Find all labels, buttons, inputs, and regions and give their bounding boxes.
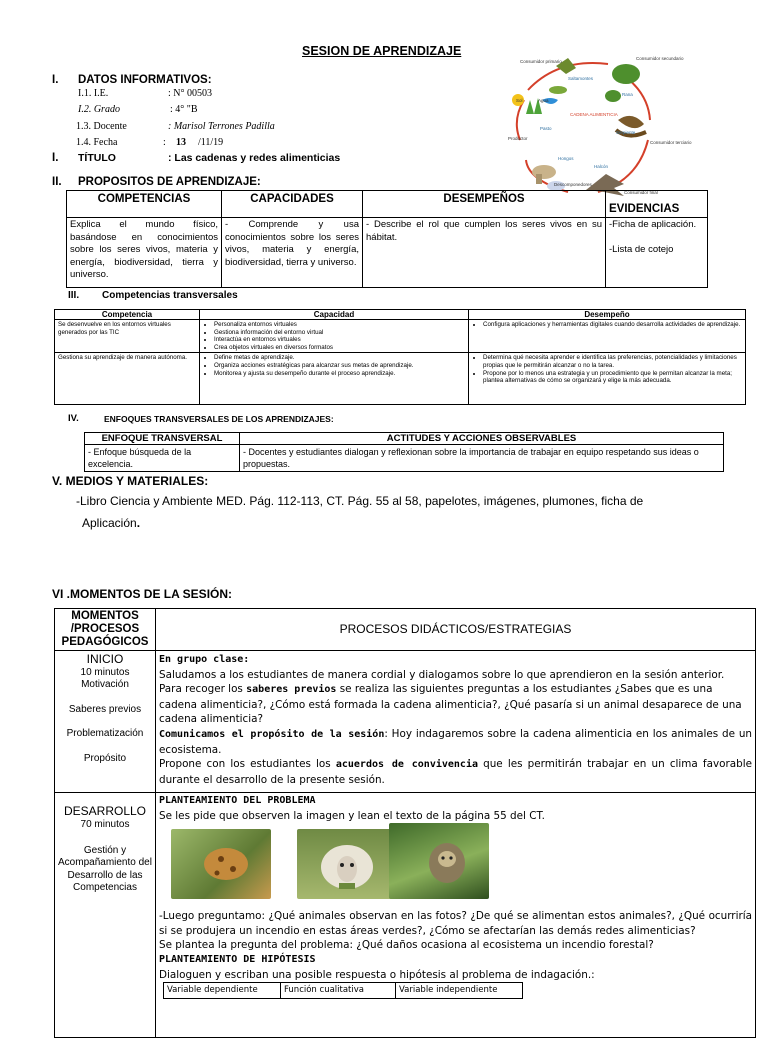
desarrollo-sub: Gestión y Acompañamiento del Desarrollo de las Competencias xyxy=(58,844,152,894)
node-saltamontes: Saltamontes xyxy=(568,76,594,81)
inicio-p3 xyxy=(159,727,752,757)
giraffe-icon xyxy=(171,829,271,899)
inicio-grupo: En grupo clase xyxy=(159,654,244,665)
fecha-day: 13 xyxy=(176,137,186,148)
inicio-p3-b: : Hoy indagaremos sobre la cadena alimenticia en los animales de un ecosistema. xyxy=(159,727,752,756)
t-row2-cap-2: • Organiza acciones estratégicas para alcanzar sus metas de aprendizaje. xyxy=(214,362,465,370)
propositos-heading: PROPOSITOS DE APRENDIZAJE: xyxy=(78,176,261,188)
header-capacidades: CAPACIDADES xyxy=(222,191,363,218)
t-row2-competencia: Gestiona su aprendizaje de manera autónoma. xyxy=(55,353,200,405)
momentos-table xyxy=(54,608,756,1038)
node-productor: Productor xyxy=(508,136,528,141)
medios-line2-end: . xyxy=(136,516,141,530)
capacidad-cell: - Comprende y usa conocimientos sobre los seres vivos, materia y energía, biodiversidad, tierra y universo. xyxy=(222,218,363,288)
t-header-competencia: Competencia xyxy=(55,310,200,320)
desarrollo-questions: -Luego preguntamo: ¿Qué animales observan en las fotos? ¿De qué se alimentan estos animales?, ¿Qué ocurriría si se produjera un incendio en estas áreas verdes?, ¿Cómo se afectarían las demás redes alimenticias? xyxy=(159,910,752,937)
t-row2-desempenos xyxy=(469,353,746,405)
propositos-table xyxy=(66,190,708,288)
hip-title: PLANTEAMIENTO DE HIPÓTESIS xyxy=(159,953,316,965)
fecha-label: 1.4. Fecha xyxy=(76,137,118,148)
docente-value: : Marisol Terrones Padilla xyxy=(168,121,275,132)
inicio-saberes: Saberes previos xyxy=(68,703,142,715)
desarrollo-pregunta: Se plantea la pregunta del problema: ¿Qué daños ocasiona al ecosistema un incendio forestal? xyxy=(159,939,654,952)
t-row2-cap-3: • Monitorea y ajusta su desempeño durante el proceso aprendizaje. xyxy=(214,370,465,378)
titulo-section: I. xyxy=(52,152,59,164)
e-actitud-cell: - Docentes y estudiantes dialogan y reflexionan sobre la importancia de trabajar en equipo respetando sus ideas o propuestas. xyxy=(240,445,724,472)
fecha-colon: : xyxy=(163,137,166,148)
node-pasto: Pasto xyxy=(540,126,552,131)
t-row1-cap-4: • Crea objetos virtuales en diversos formatos xyxy=(214,344,465,352)
datos-heading: DATOS INFORMATIVOS: xyxy=(78,74,212,86)
sloth-photo xyxy=(389,823,489,899)
t-row2-cap-1: • Define metas de aprendizaje. xyxy=(214,354,465,362)
grado-label: I.2. Grado xyxy=(78,104,120,115)
grasshopper-small-icon xyxy=(549,86,567,94)
grado-value: : 4° "B xyxy=(170,104,198,115)
node-consumidor-final: Consumidor final xyxy=(624,190,658,195)
frog-small-icon xyxy=(605,90,621,102)
ie-value: : N° 00503 xyxy=(168,88,212,99)
arrow-5 xyxy=(517,100,524,140)
header-desempenos: DESEMPEÑOS xyxy=(363,191,606,218)
evidencias-cell xyxy=(606,218,708,288)
sheep-photo xyxy=(297,829,395,899)
var-dependiente: Variable dependiente xyxy=(164,983,281,999)
medios-line1: -Libro Ciencia y Ambiente MED. Pág. 112-113, CT. Pág. 55 al 58, papelotes, imágenes, plumones, ficha de xyxy=(76,494,644,508)
e-enfoque-cell: - Enfoque búsqueda de la excelencia. xyxy=(85,445,240,472)
t-row2-des-2: • Propone por lo menos una estrategia y un procedimiento que le permitan alcanzar la meta; plantea alternativas de cómo se organizará y elige la más adecuada. xyxy=(483,370,742,385)
inicio-p4 xyxy=(159,757,752,787)
inicio-p2-b: saberes previos xyxy=(246,684,337,696)
e-header-actitudes: ACTITUDES Y ACCIONES OBSERVABLES xyxy=(240,433,724,445)
inicio-p4-b: acuerdos de convivencia xyxy=(335,759,478,771)
titulo-value: : Las cadenas y redes alimenticias xyxy=(168,152,341,164)
inicio-time: 10 minutos xyxy=(80,666,130,678)
sloth-icon xyxy=(389,823,489,899)
t-header-capacidad: Capacidad xyxy=(200,310,469,320)
docente-label: 1.3. Docente xyxy=(76,121,127,132)
photos-row xyxy=(159,823,752,903)
desempeno-cell: - Describe el rol que cumplen los seres vivos en su hábitat. xyxy=(363,218,606,288)
t-row2-capacidades xyxy=(200,353,469,405)
enfoques-heading: ENFOQUES TRANSVERSALES DE LOS APRENDIZAJES: xyxy=(104,414,334,424)
titulo-label: TÍTULO xyxy=(78,152,116,164)
t-row1-competencia: Se desenvuelve en los entornos virtuales generados por las TIC xyxy=(55,320,200,353)
momentos-heading: VI .MOMENTOS DE LA SESIÓN: xyxy=(52,587,233,601)
t-row1-desempenos xyxy=(469,320,746,353)
inicio-title: INICIO xyxy=(86,652,124,666)
sheep-icon xyxy=(297,829,395,899)
inicio-problematizacion: Problematización xyxy=(66,728,144,740)
t-row1-des-1: • Configura aplicaciones y herramientas digitales cuando desarrolla actividades de aprendizaje. xyxy=(483,321,742,329)
food-chain-diagram xyxy=(498,50,692,202)
header-competencias: COMPETENCIAS xyxy=(67,191,222,218)
node-halcon: Halcón xyxy=(594,164,609,169)
var-independiente: Variable independiente xyxy=(396,983,523,999)
desarrollo-title: DESARROLLO xyxy=(63,804,147,818)
evidencia-1: -Ficha de aplicación. xyxy=(609,219,697,230)
inicio-p2-a: Para recoger los xyxy=(159,683,247,696)
section-number: I. xyxy=(52,74,59,86)
m-header-procesos: PROCESOS DIDÁCTICOS/ESTRATEGIAS xyxy=(156,609,756,651)
plan-text: Se les pide que observen la imagen y lean el texto de la página 55 del CT. xyxy=(159,809,545,822)
mushroom-icon xyxy=(532,165,556,179)
t-row1-cap-1: • Personaliza entornos virtuales xyxy=(214,321,465,329)
var-funcion: Función cualitativa xyxy=(281,983,396,999)
mushroom-stem-icon xyxy=(536,174,542,184)
enfoques-number: IV. xyxy=(68,413,79,424)
t-row2-des-1: • Determina qué necesita aprender e identifica las preferencias, potencialidades y limitaciones propias que le permitirán alcanzar o no la tarea. xyxy=(483,354,742,369)
inicio-motivacion: Motivación xyxy=(81,678,129,690)
enfoques-table xyxy=(84,432,724,472)
desarrollo-time: 70 minutos xyxy=(80,818,130,830)
transversales-heading: Competencias transversales xyxy=(102,290,238,301)
inicio-p2-c: se realiza las siguientes preguntas a los estudiantes ¿Sabes que es una cadena alimenticia?, ¿Cómo está formada la cadena alimenticia?, ¿Qué pasaría si un animal desaparece de una cadena alimenticia? xyxy=(159,683,742,726)
node-hongos: Hongos xyxy=(558,156,574,161)
node-consumidor-secundario: Consumidor secundario xyxy=(636,56,684,61)
t-header-desempeno: Desempeño xyxy=(469,310,746,320)
e-header-enfoque: ENFOQUE TRANSVERSAL xyxy=(85,433,240,445)
hip-text: Dialoguen y escriban una posible respuesta o hipótesis al problema de indagación.: xyxy=(159,968,595,981)
inicio-grupo-colon: : xyxy=(243,654,250,665)
variables-table xyxy=(163,982,523,999)
propositos-number: II. xyxy=(52,176,62,188)
page-title: SESION DE APRENDIZAJE xyxy=(302,44,462,58)
t-row1-cap-2: • Gestiona información del entorno virtual xyxy=(214,329,465,337)
competencia-cell: Explica el mundo físico, basándose en conocimientos sobre los seres vivos, materia y energía, biodiversidad, tierra y universo. xyxy=(67,218,222,288)
inicio-content xyxy=(156,651,756,793)
inicio-proposito: Propósito xyxy=(83,752,127,764)
frog-icon xyxy=(612,64,640,84)
desarrollo-content xyxy=(156,793,756,1038)
node-serpiente: Serpiente xyxy=(616,130,636,135)
node-cadena: CADENA ALIMENTICIA xyxy=(570,112,618,117)
transversales-number: III. xyxy=(68,290,80,301)
inicio-p1: Saludamos a los estudiantes de manera cordial y dialogamos sobre lo que aprendieron en la sesión anterior. xyxy=(159,668,725,681)
evidencia-2: -Lista de cotejo xyxy=(609,243,674,255)
node-consumidor-terciario: Consumidor terciario xyxy=(650,140,692,145)
desarrollo-cell xyxy=(55,793,156,1038)
node-rana: Rana xyxy=(622,92,633,97)
t-row1-capacidades xyxy=(200,320,469,353)
inicio-p4-a: Propone con los estudiantes los xyxy=(159,758,336,771)
m-header-momentos: MOMENTOS /PROCESOS PEDAGÓGICOS xyxy=(55,609,156,651)
plan-title: PLANTEAMIENTO DEL PROBLEMA xyxy=(159,795,316,806)
inicio-p3-a: Comunicamos el propósito de la sesión xyxy=(159,728,385,740)
node-consumidor-primario: Consumidor primario xyxy=(520,59,562,64)
node-agua: Agua xyxy=(538,98,549,103)
snake-icon xyxy=(618,116,644,128)
ie-label: I.1. I.E. xyxy=(78,88,109,99)
medios-line2-wrap xyxy=(82,516,140,530)
node-descomponedores: Descomponedores xyxy=(554,182,592,187)
giraffe-photo xyxy=(171,829,271,899)
transversales-table xyxy=(54,309,746,405)
t-row1-cap-3: • Interactúa en entornos virtuales xyxy=(214,336,465,344)
header-evidencias: EVIDENCIAS xyxy=(606,191,708,218)
medios-heading: V. MEDIOS Y MATERIALES: xyxy=(52,474,209,488)
node-sol: Sol xyxy=(516,98,523,103)
inicio-cell xyxy=(55,651,156,793)
inicio-p4-c: que les permitirán trabajar en un clima favorable durante el desarrollo de la presente sesión. xyxy=(159,758,752,786)
inicio-p2 xyxy=(159,682,752,727)
medios-line2: Aplicación xyxy=(82,516,137,530)
fecha-rest: /11/19 xyxy=(198,137,224,148)
